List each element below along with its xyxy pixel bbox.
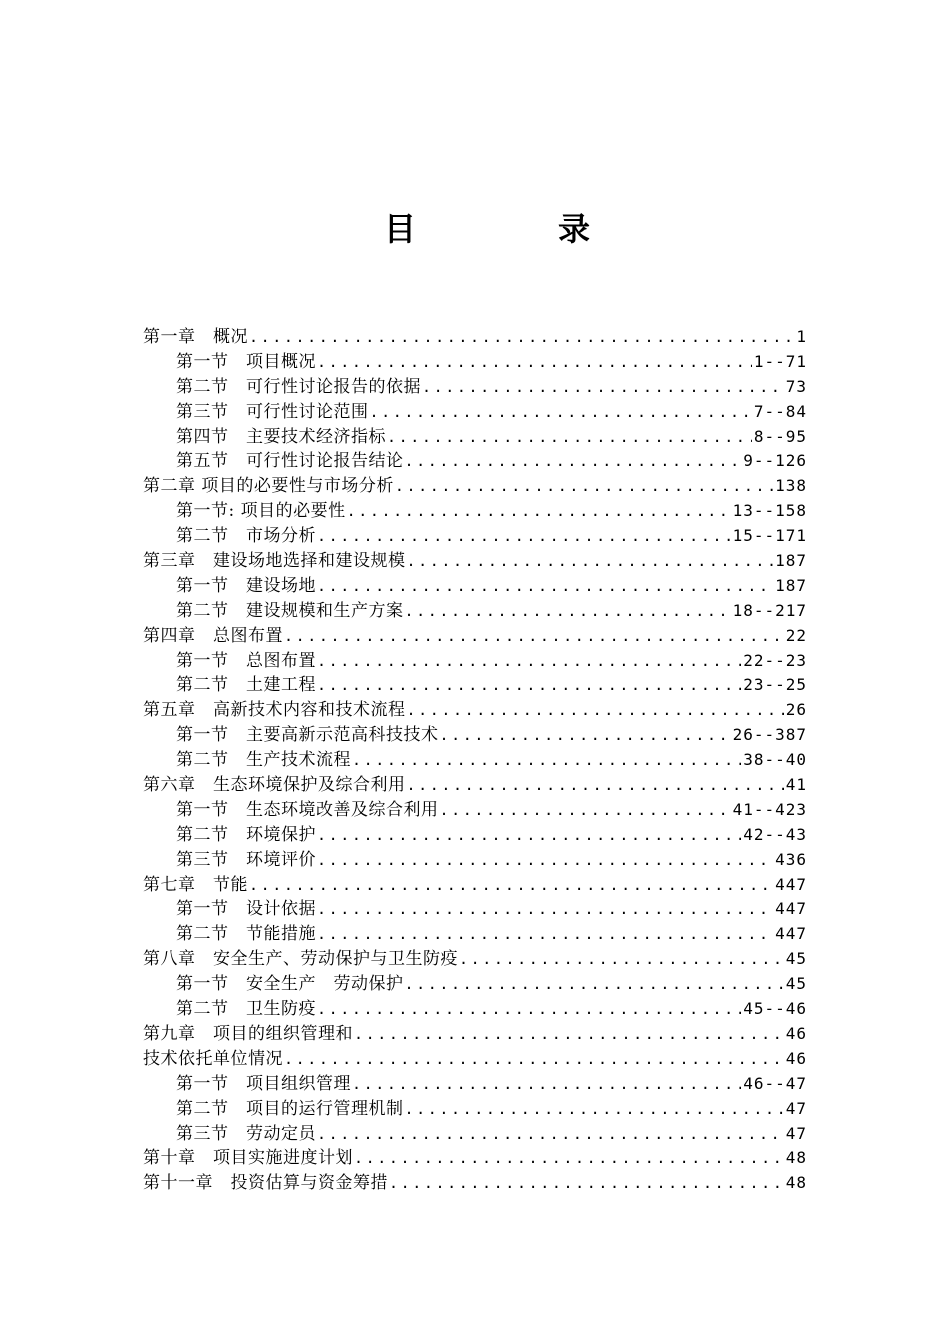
dot-leader — [353, 1022, 784, 1047]
toc-entry-label: 第一节 安全生产 劳动保护 — [176, 974, 404, 995]
dot-leader — [316, 823, 741, 848]
toc-section-entry[interactable] — [143, 848, 807, 873]
dot-leader — [351, 1072, 741, 1097]
dot-leader — [346, 499, 731, 524]
dot-leader — [404, 972, 784, 997]
toc-entry-label: 第二节 卫生防疫 — [176, 999, 316, 1020]
toc-chapter-entry[interactable] — [143, 549, 807, 574]
dot-leader — [406, 549, 774, 574]
dot-leader — [316, 673, 741, 698]
toc-chapter-entry[interactable] — [143, 1022, 807, 1047]
dot-leader — [439, 798, 731, 823]
toc-entry-page: 46--47 — [743, 1073, 807, 1093]
toc-entry-label: 第四节 主要技术经济指标 — [176, 426, 386, 447]
toc-section-entry[interactable] — [143, 922, 807, 947]
toc-entry-page: 22--23 — [743, 650, 807, 670]
toc-entry-label: 第二节 市场分析 — [176, 526, 316, 547]
toc-entry-label: 第五章 高新技术内容和技术流程 — [143, 700, 406, 721]
toc-chapter-entry[interactable] — [143, 873, 807, 898]
toc-chapter-entry[interactable] — [143, 325, 807, 350]
toc-entry-label: 第五节 可行性讨论报告结论 — [176, 451, 404, 472]
toc-entry-label: 第二节 环境保护 — [176, 824, 316, 845]
toc-entry-page: 9--126 — [743, 451, 807, 471]
toc-entry-label: 技术依托单位情况 — [143, 1048, 283, 1069]
dot-leader — [388, 1171, 784, 1196]
toc-entry-label: 第十章 项目实施进度计划 — [143, 1148, 353, 1169]
toc-chapter-entry[interactable] — [143, 947, 807, 972]
toc-entry-page: 41 — [785, 775, 807, 795]
toc-entry-label: 第一节 建设场地 — [176, 575, 316, 596]
toc-entry-page: 447 — [775, 874, 807, 894]
toc-entry-page: 1--71 — [753, 351, 807, 371]
toc-entry-label: 第十一章 投资估算与资金筹措 — [143, 1173, 388, 1194]
dot-leader — [394, 474, 773, 499]
toc-entry-label: 第一节 主要高新示范高科技技术 — [176, 725, 439, 746]
dot-leader — [406, 698, 784, 723]
toc-section-entry[interactable] — [143, 499, 807, 524]
toc-section-entry[interactable] — [143, 524, 807, 549]
toc-entry-label: 第二节 节能措施 — [176, 924, 316, 945]
toc-entry-label: 第一节 生态环境改善及综合利用 — [176, 799, 439, 820]
toc-entry-label: 第三节 环境评价 — [176, 849, 316, 870]
toc-entry-page: 447 — [775, 899, 807, 919]
dot-leader — [386, 425, 752, 450]
toc-section-entry[interactable] — [143, 400, 807, 425]
toc-entry-page: 47 — [785, 1098, 807, 1118]
toc-entry-page: 45 — [785, 949, 807, 969]
dot-leader — [248, 873, 773, 898]
toc-section-entry[interactable] — [143, 574, 807, 599]
toc-chapter-entry[interactable] — [143, 1146, 807, 1171]
toc-chapter-entry[interactable] — [143, 1047, 807, 1072]
toc-entry-label: 第二节 可行性讨论报告的依据 — [176, 376, 421, 397]
dot-leader — [248, 325, 794, 350]
dot-leader — [283, 624, 784, 649]
toc-entry-page: 26 — [785, 700, 807, 720]
table-of-contents — [143, 325, 807, 1196]
toc-entry-label: 第一章 概况 — [143, 327, 248, 347]
toc-entry-label: 第九章 项目的组织管理和 — [143, 1023, 353, 1044]
dot-leader — [404, 449, 742, 474]
toc-entry-page: 7--84 — [753, 401, 807, 421]
dot-leader — [316, 350, 752, 375]
dot-leader — [316, 524, 731, 549]
dot-leader — [439, 723, 731, 748]
dot-leader — [316, 649, 741, 674]
toc-chapter-entry[interactable] — [143, 624, 807, 649]
toc-section-entry[interactable] — [143, 425, 807, 450]
toc-entry-page: 8--95 — [753, 426, 807, 446]
dot-leader — [458, 947, 784, 972]
toc-entry-label: 第一节: 项目的必要性 — [176, 501, 346, 522]
toc-entry-label: 第七章 节能 — [143, 874, 248, 895]
toc-entry-label: 第三章 建设场地选择和建设规模 — [143, 551, 406, 572]
toc-section-entry[interactable] — [143, 649, 807, 674]
toc-entry-page: 436 — [775, 849, 807, 869]
toc-entry-page: 13--158 — [732, 501, 807, 521]
toc-entry-label: 第一节 项目组织管理 — [176, 1073, 351, 1094]
dot-leader — [316, 997, 741, 1022]
toc-section-entry[interactable] — [143, 823, 807, 848]
toc-entry-label: 第二节 项目的运行管理机制 — [176, 1098, 404, 1119]
toc-section-entry[interactable] — [143, 375, 807, 400]
title-char-2: 录 — [558, 210, 591, 248]
toc-section-entry[interactable] — [143, 673, 807, 698]
toc-section-entry[interactable] — [143, 1097, 807, 1122]
toc-entry-page: 42--43 — [743, 824, 807, 844]
dot-leader — [316, 574, 773, 599]
dot-leader — [421, 375, 784, 400]
dot-leader — [353, 1146, 784, 1171]
toc-entry-page: 18--217 — [732, 600, 807, 620]
toc-section-entry[interactable] — [143, 350, 807, 375]
toc-chapter-entry[interactable] — [143, 1171, 807, 1196]
toc-entry-page: 23--25 — [743, 675, 807, 695]
dot-leader — [316, 1122, 784, 1147]
toc-chapter-entry[interactable] — [143, 773, 807, 798]
toc-section-entry[interactable] — [143, 748, 807, 773]
dot-leader — [351, 748, 741, 773]
toc-entry-page: 45 — [785, 974, 807, 994]
toc-chapter-entry[interactable] — [143, 698, 807, 723]
toc-title — [0, 205, 950, 253]
toc-section-entry[interactable] — [143, 449, 807, 474]
toc-entry-page: 47 — [785, 1123, 807, 1143]
toc-entry-label: 第三节 劳动定员 — [176, 1123, 316, 1144]
toc-entry-label: 第二章 项目的必要性与市场分析 — [143, 476, 394, 497]
title-char-1: 目 — [384, 210, 417, 248]
dot-leader — [404, 599, 731, 624]
toc-section-entry[interactable] — [143, 897, 807, 922]
toc-entry-page: 45--46 — [743, 999, 807, 1019]
toc-section-entry[interactable] — [143, 1122, 807, 1147]
toc-entry-label: 第四章 总图布置 — [143, 625, 283, 646]
toc-section-entry[interactable] — [143, 723, 807, 748]
dot-leader — [369, 400, 752, 425]
toc-entry-page: 447 — [775, 924, 807, 944]
toc-entry-label: 第一节 总图布置 — [176, 650, 316, 671]
toc-entry-page: 73 — [785, 376, 807, 396]
toc-section-entry[interactable] — [143, 997, 807, 1022]
toc-entry-page: 26--387 — [732, 725, 807, 745]
toc-entry-page: 15--171 — [732, 526, 807, 546]
toc-entry-page: 48 — [785, 1148, 807, 1168]
toc-section-entry[interactable] — [143, 972, 807, 997]
toc-entry-label: 第二节 土建工程 — [176, 675, 316, 696]
toc-entry-page: 187 — [775, 575, 807, 595]
toc-entry-label: 第二节 生产技术流程 — [176, 750, 351, 771]
toc-entry-label: 第二节 建设规模和生产方案 — [176, 600, 404, 621]
dot-leader — [316, 848, 773, 873]
toc-entry-label: 第一节 设计依据 — [176, 899, 316, 920]
dot-leader — [283, 1047, 784, 1072]
toc-entry-page: 1 — [796, 327, 807, 346]
toc-entry-page: 48 — [785, 1173, 807, 1193]
toc-entry-page: 22 — [785, 625, 807, 645]
toc-section-entry[interactable] — [143, 599, 807, 624]
toc-chapter-entry[interactable] — [143, 474, 807, 499]
toc-entry-label: 第三节 可行性讨论范围 — [176, 401, 369, 422]
toc-entry-label: 第一节 项目概况 — [176, 351, 316, 372]
toc-entry-page: 46 — [785, 1048, 807, 1068]
dot-leader — [316, 922, 773, 947]
toc-section-entry[interactable] — [143, 798, 807, 823]
toc-entry-page: 138 — [775, 476, 807, 496]
dot-leader — [404, 1097, 784, 1122]
toc-entry-label: 第六章 生态环境保护及综合利用 — [143, 775, 406, 796]
toc-entry-page: 46 — [785, 1023, 807, 1043]
toc-section-entry[interactable] — [143, 1072, 807, 1097]
toc-entry-label: 第八章 安全生产、劳动保护与卫生防疫 — [143, 949, 458, 970]
toc-entry-page: 187 — [775, 551, 807, 571]
toc-entry-page: 41--423 — [732, 799, 807, 819]
dot-leader — [316, 897, 773, 922]
dot-leader — [406, 773, 784, 798]
toc-entry-page: 38--40 — [743, 750, 807, 770]
